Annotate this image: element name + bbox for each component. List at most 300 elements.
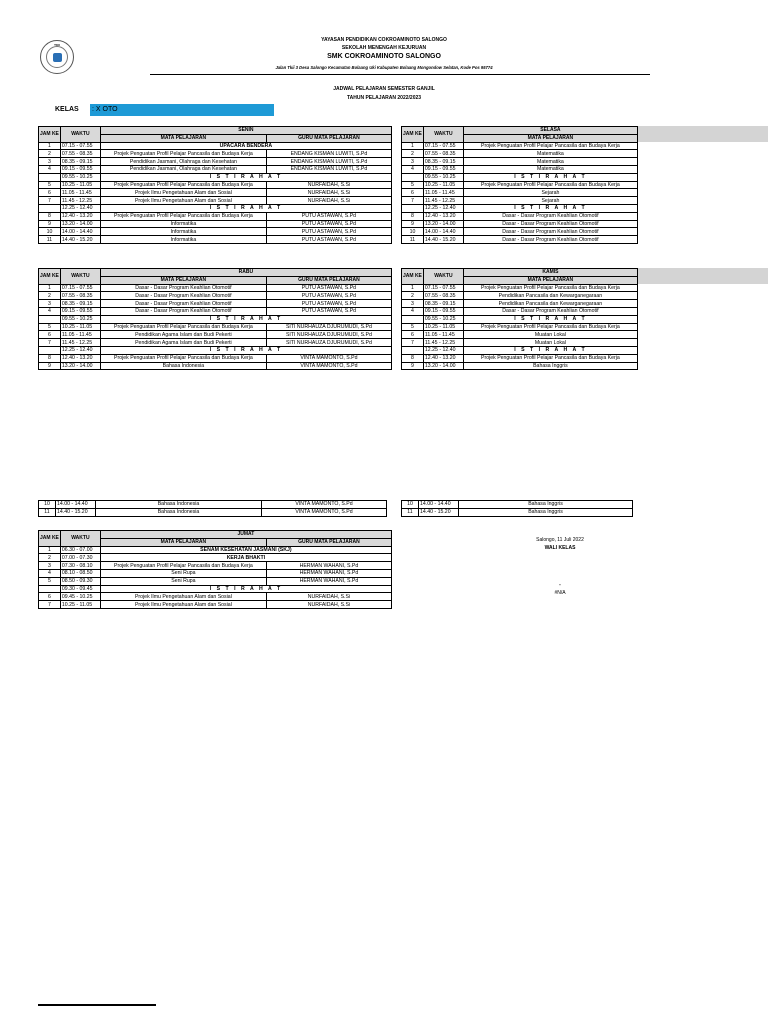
table-row bbox=[402, 204, 638, 212]
waktu-cell: 07.55 - 08.35 bbox=[60, 150, 100, 158]
table-row bbox=[402, 284, 638, 292]
jam-cell bbox=[39, 315, 61, 323]
table-row bbox=[39, 554, 392, 562]
subject-cell: Projek Penguatan Profil Pelajar Pancasila dan Budaya Kerja bbox=[100, 212, 266, 220]
subject-cell: Seni Rupa bbox=[100, 569, 266, 577]
jam-cell bbox=[402, 173, 424, 181]
waktu-cell: 09.55 - 10.25 bbox=[60, 173, 100, 181]
table-row bbox=[39, 165, 392, 173]
jam-cell: 5 bbox=[39, 181, 61, 189]
guru-header: GURU MATA PELAJARAN bbox=[266, 134, 391, 142]
subject-cell: Matematika bbox=[463, 165, 637, 173]
table-header-row bbox=[39, 269, 392, 277]
table-row bbox=[402, 292, 638, 300]
foundation-name: YAYASAN PENDIDIKAN COKROAMINOTO SALONGO bbox=[321, 37, 447, 43]
jam-cell bbox=[402, 346, 424, 354]
teacher-cell: VINTA MAMONTO, S.Pd bbox=[262, 501, 387, 509]
table-row bbox=[402, 339, 638, 347]
subject-cell: Dasar - Dasar Program Keahlian Otomotif bbox=[463, 307, 637, 315]
jam-cell: 9 bbox=[402, 220, 424, 228]
table-row bbox=[39, 339, 392, 347]
schedule-table-selasa bbox=[401, 126, 638, 244]
subject-cell: Pendidikan Agama Islam dan Budi Pekerti bbox=[100, 339, 266, 347]
waktu-cell: 14.40 - 15.20 bbox=[419, 508, 459, 516]
waktu-cell: 12.40 - 13.20 bbox=[60, 354, 100, 362]
waktu-cell: 07.55 - 08.35 bbox=[423, 292, 463, 300]
table-row bbox=[39, 585, 392, 593]
table-row bbox=[39, 508, 387, 516]
teacher-cell: VINTA MAMONTO, S.Pd bbox=[266, 362, 391, 370]
jam-cell: 1 bbox=[39, 546, 61, 554]
table-row bbox=[402, 362, 638, 370]
table-row bbox=[402, 346, 638, 354]
jam-cell: 5 bbox=[39, 577, 61, 585]
jam-cell: 1 bbox=[402, 142, 424, 150]
jam-cell: 4 bbox=[402, 165, 424, 173]
teacher-cell: PUTU ASTAWAN, S.Pd bbox=[266, 300, 391, 308]
subject-cell: Informatika bbox=[100, 236, 266, 244]
teacher-cell: VINTA MAMONTO, S.Pd bbox=[262, 508, 387, 516]
jam-cell: 4 bbox=[39, 569, 61, 577]
waktu-header: WAKTU bbox=[60, 531, 100, 547]
waktu-cell: 11.45 - 12.25 bbox=[60, 339, 100, 347]
subject-cell: Bahasa Indonesia bbox=[96, 501, 262, 509]
kelas-separator: : bbox=[92, 106, 94, 113]
table-row bbox=[39, 346, 392, 354]
waktu-cell: 14.00 - 14.40 bbox=[419, 501, 459, 509]
jam-cell: 5 bbox=[402, 181, 424, 189]
mapel-header: MATA PELAJARAN bbox=[463, 276, 637, 284]
waktu-cell: 13.20 - 14.00 bbox=[423, 220, 463, 228]
teacher-cell: NURFAIDAH, S.Si bbox=[266, 593, 391, 601]
jam-cell: 10 bbox=[402, 228, 424, 236]
table-row bbox=[39, 204, 392, 212]
jam-cell bbox=[39, 204, 61, 212]
jam-cell: 9 bbox=[39, 362, 61, 370]
table-row bbox=[39, 142, 392, 150]
jam-cell: 4 bbox=[39, 307, 61, 315]
kelas-value: X OTO bbox=[95, 106, 118, 113]
waktu-cell: 12.40 - 13.20 bbox=[60, 212, 100, 220]
subject-cell: Dasar - Dasar Program Keahlian Otomotif bbox=[100, 307, 266, 315]
jam-cell: 11 bbox=[39, 508, 56, 516]
jam-cell: 6 bbox=[39, 189, 61, 197]
waktu-cell: 14.00 - 14.40 bbox=[56, 501, 96, 509]
teacher-cell: ENDANG KISMAN LUWITI, S.Pd bbox=[266, 158, 391, 166]
jam-cell: 1 bbox=[39, 142, 61, 150]
logo-text: TKII bbox=[54, 43, 60, 47]
subject-cell: Dasar - Dasar Program Keahlian Otomotif bbox=[100, 284, 266, 292]
table-row bbox=[402, 236, 638, 244]
subject-cell: Dasar - Dasar Program Keahlian Otomotif bbox=[463, 228, 637, 236]
subject-cell: Pendidikan Pancasila dan Kewarganegaraan bbox=[463, 292, 637, 300]
subject-cell: Projek Penguatan Profil Pelajar Pancasila dan Budaya Kerja bbox=[463, 354, 637, 362]
table-row bbox=[39, 181, 392, 189]
schedule-title: JADWAL PELAJARAN SEMESTER GANJIL bbox=[333, 86, 435, 92]
subject-cell: Pendidikan Pancasila dan Kewarganegaraan bbox=[463, 300, 637, 308]
teacher-cell: SITI NURHAUZA DJURUMUDI, S.Pd bbox=[266, 339, 391, 347]
jam-cell: 3 bbox=[402, 158, 424, 166]
table-row bbox=[402, 150, 638, 158]
subject-cell: Projek Penguatan Profil Pelajar Pancasila dan Budaya Kerja bbox=[463, 181, 637, 189]
jam-cell: 11 bbox=[402, 236, 424, 244]
waktu-cell: 12.40 - 13.20 bbox=[423, 212, 463, 220]
table-row bbox=[402, 508, 633, 516]
table-row bbox=[402, 173, 638, 181]
table-row bbox=[402, 212, 638, 220]
subject-cell: Dasar - Dasar Program Keahlian Otomotif bbox=[463, 236, 637, 244]
waktu-cell: 07.55 - 08.35 bbox=[423, 150, 463, 158]
subject-cell: Projek Penguatan Profil Pelajar Pancasila dan Budaya Kerja bbox=[100, 181, 266, 189]
jam-cell: 7 bbox=[39, 197, 61, 205]
teacher-cell: NURFAIDAH, S.Si bbox=[266, 197, 391, 205]
table-row bbox=[39, 593, 392, 601]
jam-cell: 2 bbox=[39, 150, 61, 158]
waktu-cell: 12.40 - 13.20 bbox=[423, 354, 463, 362]
waktu-cell: 09.30 - 09.45 bbox=[60, 585, 100, 593]
jam-header: JAM KE bbox=[39, 531, 61, 547]
jam-cell: 11 bbox=[402, 508, 419, 516]
waktu-cell: 14.40 - 15.20 bbox=[60, 236, 100, 244]
subject-cell: UPACARA BENDERA bbox=[100, 142, 391, 150]
footer-rule bbox=[38, 1004, 156, 1006]
table-header-row bbox=[39, 531, 392, 539]
subject-cell: Pendidikan Jasmani, Olahraga dan Kesehatan bbox=[100, 158, 266, 166]
table-header-row bbox=[402, 127, 638, 135]
guru-header: GURU MATA PELAJARAN bbox=[266, 276, 391, 284]
jam-cell: 8 bbox=[402, 354, 424, 362]
jam-cell: 10 bbox=[39, 228, 61, 236]
subject-cell: Pendidikan Agama Islam dan Budi Pekerti bbox=[100, 331, 266, 339]
jam-cell: 3 bbox=[402, 300, 424, 308]
mapel-header: MATA PELAJARAN bbox=[100, 538, 266, 546]
table-row bbox=[39, 501, 387, 509]
mapel-header: MATA PELAJARAN bbox=[463, 134, 637, 142]
school-level: SEKOLAH MENENGAH KEJURUAN bbox=[341, 45, 427, 51]
schedule-table-kamis bbox=[401, 268, 638, 370]
waktu-cell: 12.25 - 12.40 bbox=[423, 346, 463, 354]
table-row bbox=[39, 323, 392, 331]
subject-cell: Projek Penguatan Profil Pelajar Pancasila dan Budaya Kerja bbox=[100, 323, 266, 331]
teacher-cell: ENDANG KISMAN LUWITI, S.Pd bbox=[266, 150, 391, 158]
subject-cell: Projek Ilmu Pengetahuan Alam dan Sosial bbox=[100, 601, 266, 609]
waktu-cell: 07.15 - 07.55 bbox=[423, 284, 463, 292]
waktu-cell: 10.25 - 11.05 bbox=[60, 323, 100, 331]
teacher-cell: PUTU ASTAWAN, S.Pd bbox=[266, 212, 391, 220]
break-cell: I S T I R A H A T bbox=[100, 204, 391, 212]
break-cell: I S T I R A H A T bbox=[463, 346, 637, 354]
jam-cell: 6 bbox=[39, 331, 61, 339]
subject-cell: Dasar - Dasar Program Keahlian Otomotif bbox=[463, 212, 637, 220]
table-row bbox=[39, 173, 392, 181]
break-cell: I S T I R A H A T bbox=[100, 346, 391, 354]
subject-cell: Projek Ilmu Pengetahuan Alam dan Sosial bbox=[100, 197, 266, 205]
waktu-cell: 09.45 - 10.25 bbox=[60, 593, 100, 601]
subject-cell: Projek Penguatan Profil Pelajar Pancasila dan Budaya Kerja bbox=[463, 284, 637, 292]
waktu-cell: 09.15 - 09.55 bbox=[423, 307, 463, 315]
jam-cell: 5 bbox=[39, 323, 61, 331]
jam-cell: 7 bbox=[402, 197, 424, 205]
waktu-cell: 06.30 - 07.00 bbox=[60, 546, 100, 554]
table-row bbox=[39, 315, 392, 323]
jam-cell: 4 bbox=[402, 307, 424, 315]
signature-name: - bbox=[559, 582, 561, 588]
waktu-cell: 09.55 - 10.25 bbox=[423, 315, 463, 323]
teacher-cell: NURFAIDAH, S.Si bbox=[266, 601, 391, 609]
break-cell: I S T I R A H A T bbox=[463, 204, 637, 212]
table-row bbox=[39, 228, 392, 236]
jam-cell: 1 bbox=[39, 284, 61, 292]
kelas-label: KELAS bbox=[55, 106, 79, 113]
subject-cell: Pendidikan Jasmani, Olahraga dan Kesehatan bbox=[100, 165, 266, 173]
table-row bbox=[402, 307, 638, 315]
waktu-cell: 12.25 - 12.40 bbox=[60, 346, 100, 354]
waktu-cell: 07.55 - 08.35 bbox=[60, 292, 100, 300]
teacher-cell: PUTU ASTAWAN, S.Pd bbox=[266, 307, 391, 315]
teacher-cell: NURFAIDAH, S.Si bbox=[266, 189, 391, 197]
waktu-cell: 14.00 - 14.40 bbox=[423, 228, 463, 236]
teacher-cell: VINTA MAMONTO, S.Pd bbox=[266, 354, 391, 362]
jam-cell: 10 bbox=[39, 501, 56, 509]
table-row bbox=[39, 158, 392, 166]
table-header-row bbox=[402, 269, 638, 277]
day-name: SENIN bbox=[100, 127, 391, 135]
jam-header: JAM KE bbox=[402, 127, 424, 143]
waktu-cell: 09.55 - 10.25 bbox=[423, 173, 463, 181]
waktu-cell: 14.00 - 14.40 bbox=[60, 228, 100, 236]
table-row bbox=[39, 307, 392, 315]
jam-cell: 10 bbox=[402, 501, 419, 509]
jam-cell: 6 bbox=[39, 593, 61, 601]
table-row bbox=[402, 165, 638, 173]
table-row bbox=[39, 300, 392, 308]
table-row bbox=[39, 197, 392, 205]
schedule-year: TAHUN PELAJARAN 2022/2023 bbox=[346, 95, 422, 101]
waktu-cell: 13.20 - 14.00 bbox=[423, 362, 463, 370]
subject-cell: Projek Penguatan Profil Pelajar Pancasila dan Budaya Kerja bbox=[100, 354, 266, 362]
jam-cell: 11 bbox=[39, 236, 61, 244]
table-row bbox=[39, 284, 392, 292]
table-row bbox=[402, 300, 638, 308]
jam-cell: 2 bbox=[39, 554, 61, 562]
jam-cell: 9 bbox=[39, 220, 61, 228]
subject-cell: Projek Penguatan Profil Pelajar Pancasila dan Budaya Kerja bbox=[463, 323, 637, 331]
jam-cell: 3 bbox=[39, 300, 61, 308]
waktu-cell: 11.05 - 11.45 bbox=[423, 331, 463, 339]
jam-cell: 6 bbox=[402, 189, 424, 197]
table-row bbox=[39, 189, 392, 197]
waktu-cell: 12.25 - 12.40 bbox=[423, 204, 463, 212]
subject-cell: Bahasa Inggris bbox=[459, 501, 633, 509]
jam-cell: 9 bbox=[402, 362, 424, 370]
teacher-cell: ENDANG KISMAN LUWITI, S.Pd bbox=[266, 165, 391, 173]
jam-cell: 3 bbox=[39, 562, 61, 570]
waktu-cell: 07.30 - 08.10 bbox=[60, 562, 100, 570]
subject-cell: Informatika bbox=[100, 220, 266, 228]
waktu-cell: 10.25 - 11.05 bbox=[60, 181, 100, 189]
table-row bbox=[402, 354, 638, 362]
waktu-cell: 13.20 - 14.00 bbox=[60, 220, 100, 228]
subject-cell: Matematika bbox=[463, 150, 637, 158]
subject-cell: Muatan Lokal bbox=[463, 331, 637, 339]
waktu-cell: 12.25 - 12.40 bbox=[60, 204, 100, 212]
day-name: RABU bbox=[100, 269, 391, 277]
jam-cell: 6 bbox=[402, 331, 424, 339]
waktu-cell: 08.50 - 09.30 bbox=[60, 577, 100, 585]
table-row bbox=[402, 197, 638, 205]
jam-cell: 7 bbox=[39, 601, 61, 609]
waktu-cell: 10.25 - 11.05 bbox=[60, 601, 100, 609]
jam-cell bbox=[402, 204, 424, 212]
table-row bbox=[402, 158, 638, 166]
waktu-cell: 08.35 - 09.15 bbox=[60, 300, 100, 308]
waktu-cell: 08.10 - 08.50 bbox=[60, 569, 100, 577]
sheet-overflow-bar bbox=[632, 268, 768, 284]
table-row bbox=[39, 601, 392, 609]
jam-cell: 2 bbox=[402, 150, 424, 158]
teacher-cell: NURFAIDAH, S.Si bbox=[266, 181, 391, 189]
subject-cell: Projek Penguatan Profil Pelajar Pancasila dan Budaya Kerja bbox=[100, 562, 266, 570]
subject-cell: Dasar - Dasar Program Keahlian Otomotif bbox=[100, 300, 266, 308]
table-row bbox=[402, 501, 633, 509]
table-row bbox=[39, 354, 392, 362]
break-cell: I S T I R A H A T bbox=[100, 173, 391, 181]
signature-place-date: Salongo, 11 Juli 2022 bbox=[536, 537, 584, 543]
table-row bbox=[39, 212, 392, 220]
day-name: JUMAT bbox=[100, 531, 391, 539]
table-row bbox=[402, 220, 638, 228]
waktu-cell: 09.15 - 09.55 bbox=[60, 165, 100, 173]
waktu-cell: 08.35 - 09.15 bbox=[423, 158, 463, 166]
table-row bbox=[402, 142, 638, 150]
mapel-header: MATA PELAJARAN bbox=[100, 134, 266, 142]
table-header-row bbox=[39, 127, 392, 135]
waktu-cell: 10.25 - 11.05 bbox=[423, 181, 463, 189]
waktu-cell: 08.35 - 09.15 bbox=[60, 158, 100, 166]
waktu-cell: 11.45 - 12.25 bbox=[60, 197, 100, 205]
table-row bbox=[39, 292, 392, 300]
waktu-cell: 11.05 - 11.45 bbox=[60, 331, 100, 339]
table-row bbox=[39, 331, 392, 339]
signature-nip: #N/A bbox=[554, 590, 566, 596]
teacher-cell: SITI NURHAUZA DJURUMUDI, S.Pd bbox=[266, 323, 391, 331]
school-name: SMK COKROAMINOTO SALONGO bbox=[327, 53, 441, 60]
table-row bbox=[39, 362, 392, 370]
waktu-cell: 13.20 - 14.00 bbox=[60, 362, 100, 370]
waktu-header: WAKTU bbox=[60, 127, 100, 143]
jam-cell: 2 bbox=[402, 292, 424, 300]
kelas-value-box bbox=[90, 104, 274, 116]
subject-cell: Sejarah bbox=[463, 197, 637, 205]
subject-cell: Bahasa Inggris bbox=[463, 362, 637, 370]
jam-cell bbox=[402, 315, 424, 323]
subject-cell: Projek Penguatan Profil Pelajar Pancasila dan Budaya Kerja bbox=[463, 142, 637, 150]
subject-cell: KERJA BHAKTI bbox=[100, 554, 391, 562]
waktu-cell: 14.40 - 15.20 bbox=[56, 508, 96, 516]
jam-cell: 2 bbox=[39, 292, 61, 300]
break-cell: I S T I R A H A T bbox=[100, 315, 391, 323]
jam-cell bbox=[39, 585, 61, 593]
break-cell: I S T I R A H A T bbox=[100, 585, 391, 593]
waktu-cell: 11.05 - 11.45 bbox=[60, 189, 100, 197]
subject-cell: Informatika bbox=[100, 228, 266, 236]
jam-header: JAM KE bbox=[39, 269, 61, 285]
day-name: KAMIS bbox=[463, 269, 637, 277]
mapel-header: MATA PELAJARAN bbox=[100, 276, 266, 284]
signature-role: WALI KELAS bbox=[544, 545, 576, 551]
subject-cell: Bahasa Indonesia bbox=[100, 362, 266, 370]
jam-cell: 8 bbox=[39, 212, 61, 220]
subject-cell: Projek Ilmu Pengetahuan Alam dan Sosial bbox=[100, 189, 266, 197]
guru-header: GURU MATA PELAJARAN bbox=[266, 538, 391, 546]
table-row bbox=[39, 220, 392, 228]
sheet-overflow-bar bbox=[632, 126, 768, 142]
jam-cell: 4 bbox=[39, 165, 61, 173]
waktu-cell: 14.40 - 15.20 bbox=[423, 236, 463, 244]
jam-header: JAM KE bbox=[402, 269, 424, 285]
subject-cell: Bahasa Inggris bbox=[459, 508, 633, 516]
jam-header: JAM KE bbox=[39, 127, 61, 143]
waktu-cell: 07.00 - 07.30 bbox=[60, 554, 100, 562]
table-row bbox=[402, 228, 638, 236]
subject-cell: Matematika bbox=[463, 158, 637, 166]
jam-cell: 7 bbox=[402, 339, 424, 347]
teacher-cell: PUTU ASTAWAN, S.Pd bbox=[266, 228, 391, 236]
jam-cell bbox=[39, 346, 61, 354]
table-row bbox=[402, 189, 638, 197]
waktu-header: WAKTU bbox=[423, 127, 463, 143]
table-row bbox=[39, 569, 392, 577]
table-row bbox=[402, 315, 638, 323]
teacher-cell: HERMAN WAHANI, S.Pd bbox=[266, 577, 391, 585]
table-row bbox=[402, 331, 638, 339]
schedule-table-rabu bbox=[38, 268, 392, 370]
waktu-header: WAKTU bbox=[60, 269, 100, 285]
break-cell: I S T I R A H A T bbox=[463, 315, 637, 323]
schedule-table-kamis-continued bbox=[401, 500, 633, 517]
table-row bbox=[402, 323, 638, 331]
jam-cell: 8 bbox=[39, 354, 61, 362]
teacher-cell: PUTU ASTAWAN, S.Pd bbox=[266, 292, 391, 300]
table-row bbox=[39, 150, 392, 158]
waktu-cell: 11.45 - 12.25 bbox=[423, 339, 463, 347]
subject-cell: Dasar - Dasar Program Keahlian Otomotif bbox=[463, 220, 637, 228]
break-cell: I S T I R A H A T bbox=[463, 173, 637, 181]
jam-cell: 1 bbox=[402, 284, 424, 292]
subject-cell: Muatan Lokal bbox=[463, 339, 637, 347]
table-row bbox=[39, 562, 392, 570]
jam-cell: 8 bbox=[402, 212, 424, 220]
waktu-cell: 09.55 - 10.25 bbox=[60, 315, 100, 323]
waktu-cell: 09.15 - 09.55 bbox=[423, 165, 463, 173]
waktu-cell: 08.35 - 09.15 bbox=[423, 300, 463, 308]
teacher-cell: SITI NURHAUZA DJURUMUDI, S.Pd bbox=[266, 331, 391, 339]
subject-cell: Dasar - Dasar Program Keahlian Otomotif bbox=[100, 292, 266, 300]
school-address: Jalan Tkii 3 Desa Salongo Kecamatan Bolaang Uki Kabupaten Bolaang Mongondow Selatan, Kode Pos 95774 bbox=[275, 65, 493, 70]
subject-cell: SENAM KESEHATAN JASMANI (SKJ) bbox=[100, 546, 391, 554]
waktu-cell: 07.15 - 07.55 bbox=[60, 284, 100, 292]
jam-cell: 7 bbox=[39, 339, 61, 347]
teacher-cell: PUTU ASTAWAN, S.Pd bbox=[266, 236, 391, 244]
jam-cell bbox=[39, 173, 61, 181]
teacher-cell: PUTU ASTAWAN, S.Pd bbox=[266, 220, 391, 228]
subject-cell: Seni Rupa bbox=[100, 577, 266, 585]
day-name: SELASA bbox=[463, 127, 637, 135]
table-row bbox=[39, 577, 392, 585]
teacher-cell: HERMAN WAHANI, S.Pd bbox=[266, 562, 391, 570]
waktu-header: WAKTU bbox=[423, 269, 463, 285]
schedule-table-rabu-continued bbox=[38, 500, 387, 517]
